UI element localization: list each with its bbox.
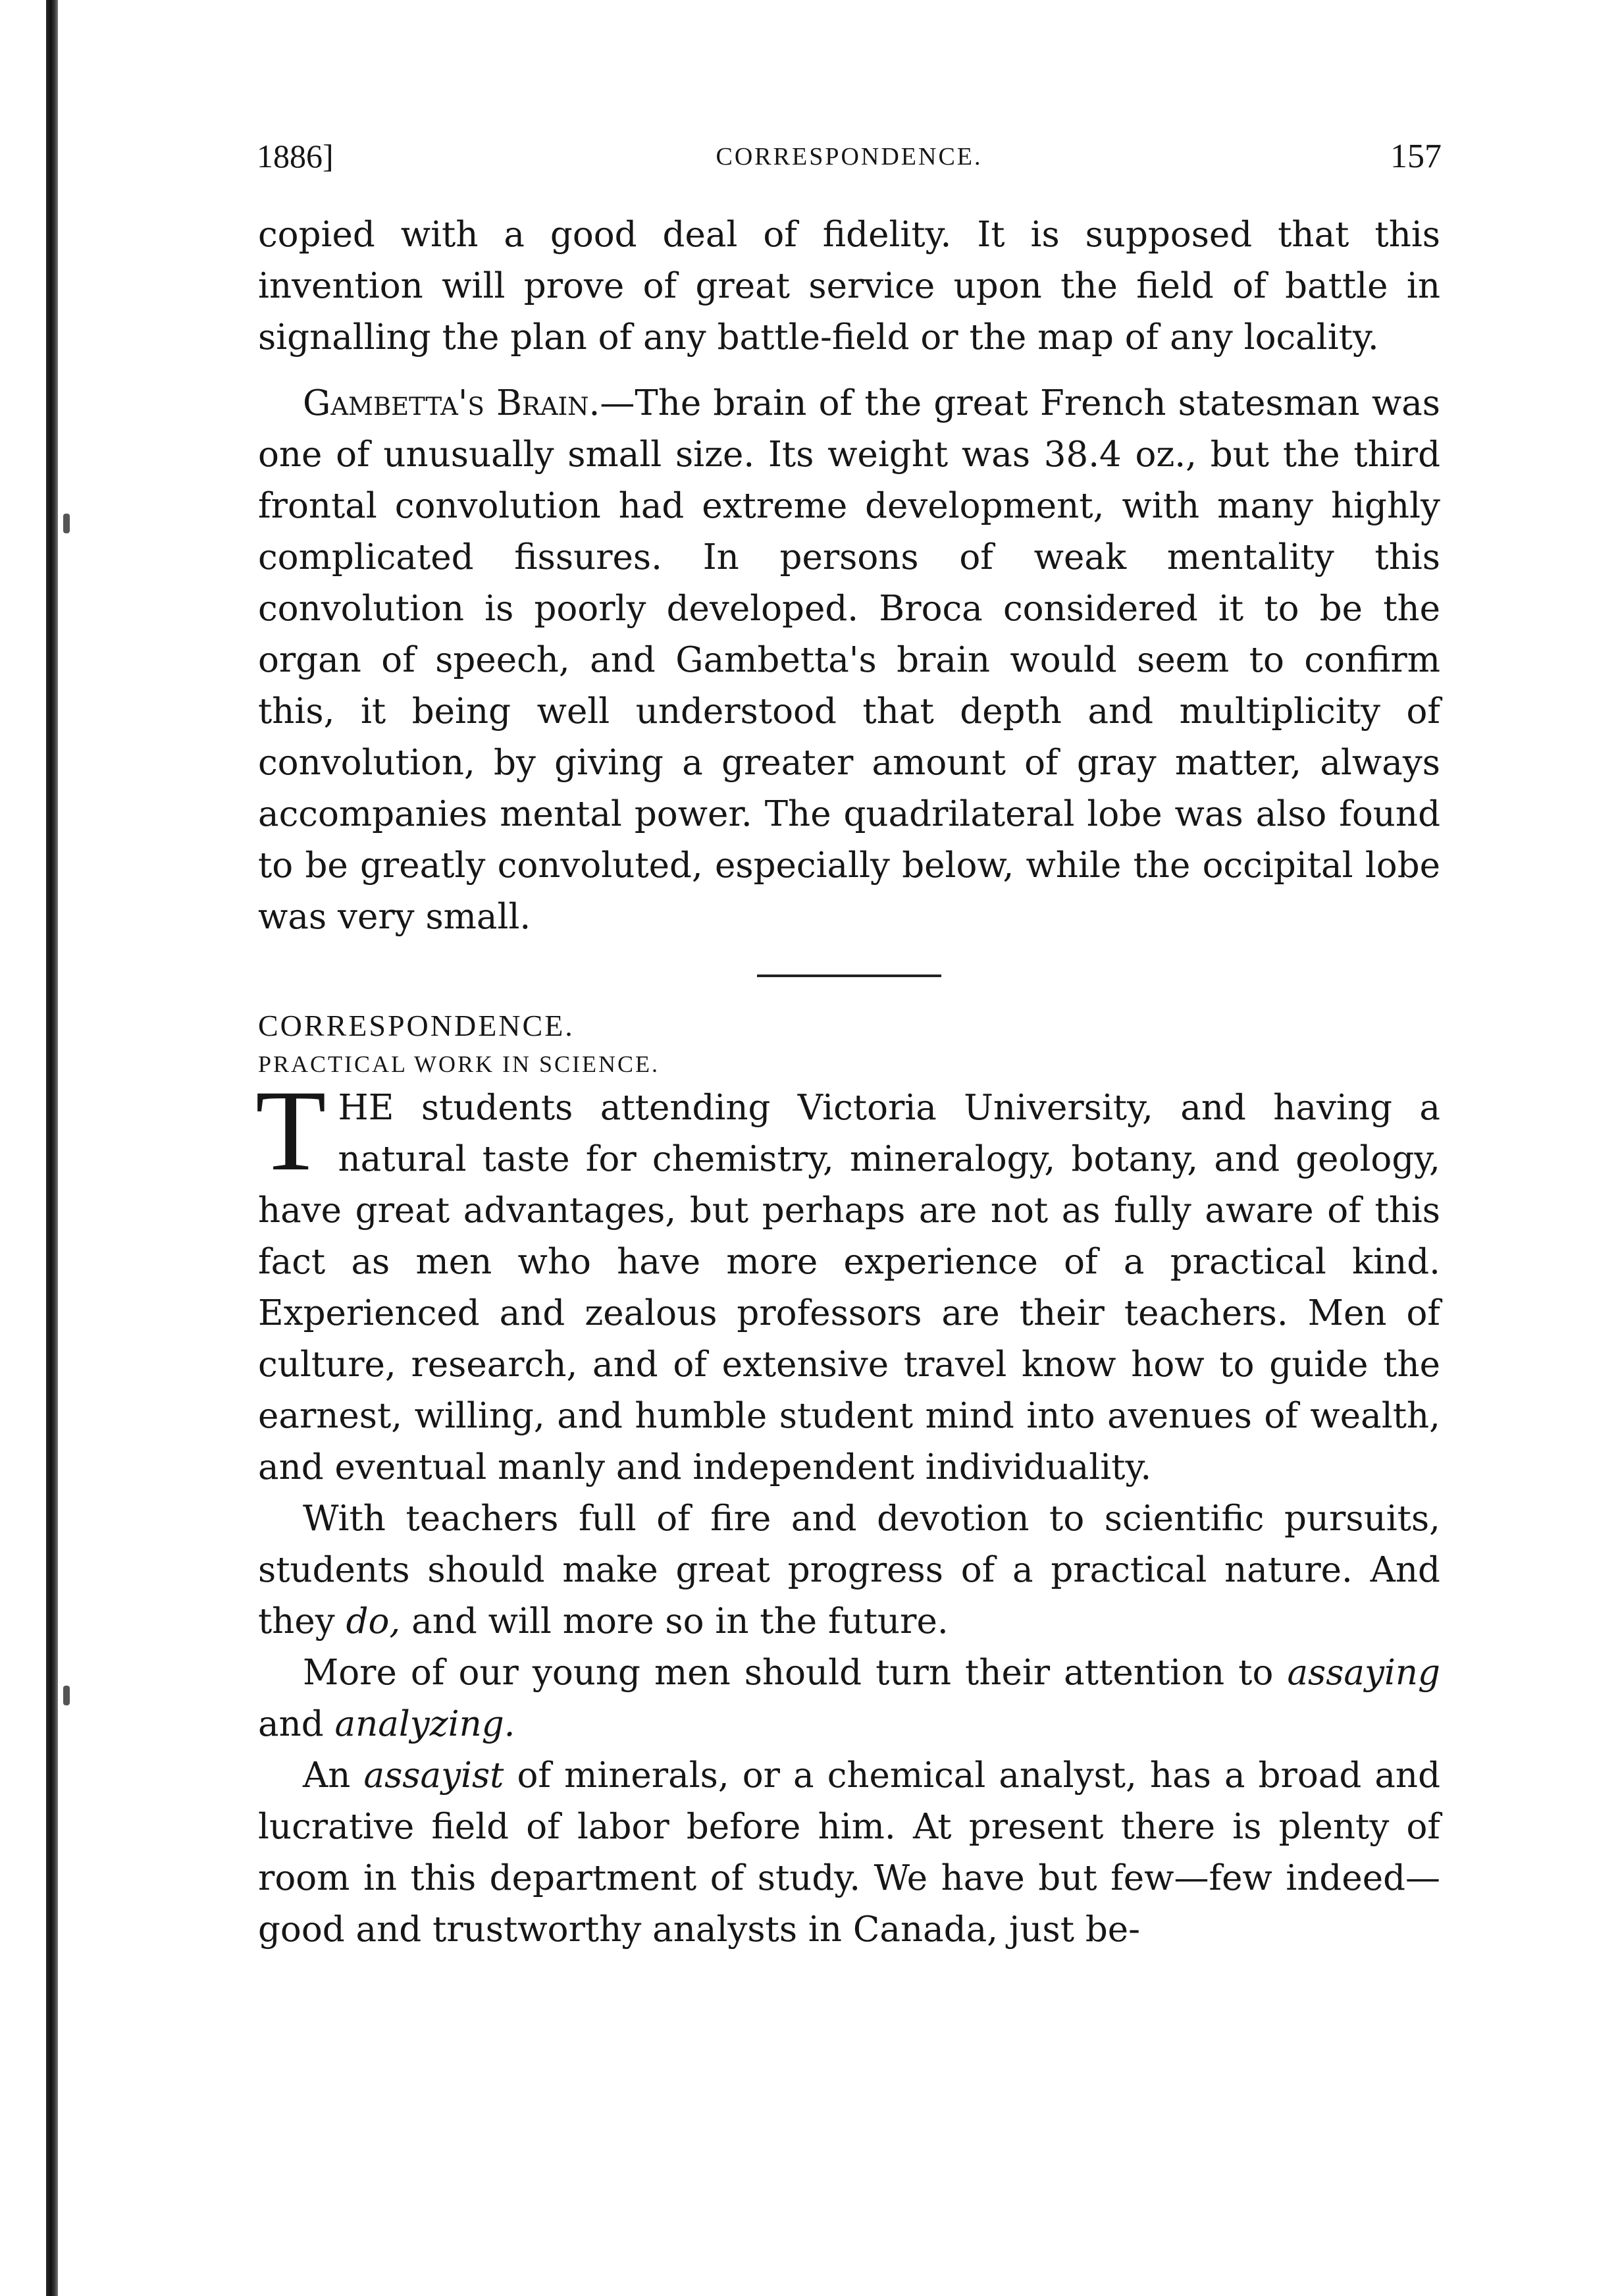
paragraph-4-text-a: An: [303, 1755, 364, 1796]
book-spine-edge: [46, 0, 58, 2296]
article-paragraph-3: [258, 1647, 1440, 1750]
paragraph-3-italic-1: assaying: [1287, 1653, 1440, 1693]
article-subtitle: PRACTICAL WORK IN SCIENCE.: [258, 1051, 660, 1077]
paragraph-3-italic-2: analyzing.: [334, 1704, 515, 1744]
running-head-year: 1886]: [257, 138, 334, 174]
paragraph-4-text-b: of minerals, or a chemical analyst, has a broad and lucrative field of labor before him. At present there is plenty of room in this department of study. We have but few—few indeed—good and trustworthy analysts in Canada, just be-: [258, 1755, 1440, 1950]
running-head-title: CORRESPONDENCE.: [716, 143, 983, 171]
article-paragraph-1-text: HE students attending Victoria University, and having a natural taste for chemistry, mineralogy, botany, and geology, have great advantages, but perhaps are not as fully aware of this fact as men who have more experience of a practical kind. Experienced and zealous professors are their teachers. Men of culture, research, and of extensive travel know how to guide the earnest, willing, and humble student mind into avenues of wealth, and eventual manly and independent individuality.: [258, 1088, 1440, 1487]
paragraph-4-italic: assayist: [363, 1755, 504, 1796]
article-paragraph-4: [258, 1750, 1440, 1956]
article-paragraph-2: [258, 1493, 1440, 1647]
page-body: [255, 209, 1440, 1956]
paragraph-3-text-a: More of our young men should turn their attention to: [303, 1653, 1288, 1693]
gambetta-paragraph: [258, 378, 1440, 943]
section-title: CORRESPONDENCE.: [258, 1009, 575, 1042]
gambetta-heading: Gambetta's Brain.: [303, 383, 600, 423]
paragraph-3-text-b: and: [258, 1704, 335, 1744]
gambetta-text: —The brain of the great French statesman was one of unusually small size. Its weight was 38.4 oz., but the third frontal convolution had extreme development, with many highly complicated fissures. In persons of weak mentality this convolution is poorly developed. Broca considered it to be the organ of speech, and Gambetta's brain would seem to confirm this, it being well understood that depth and multiplicity of convolution, by giving a greater amount of gray matter, always accompanies mental power. The quadrilateral lobe was also found to be greatly convoluted, especially below, while the occipital lobe was very small.: [258, 383, 1440, 937]
paragraph-2-text-a: With teachers full of fire and devotion to scientific pursuits, students should make great progress of a practical nature. And they: [258, 1499, 1440, 1642]
scan-speck: [63, 1686, 70, 1705]
running-head: [257, 137, 1442, 176]
continuation-paragraph: copied with a good deal of fidelity. It is supposed that this invention will prove of great service upon the field of battle in signalling the plan of any battle-field or the map of any locality.: [258, 215, 1440, 358]
paragraph-2-text-b: and will more so in the future.: [400, 1601, 949, 1642]
paragraph-2-italic: do,: [346, 1601, 401, 1642]
scan-speck: [63, 514, 70, 533]
section-divider: [757, 974, 941, 977]
page-number: 157: [1390, 138, 1442, 175]
article-paragraph-1: [255, 1067, 1440, 1493]
drop-cap: T: [255, 1067, 326, 1195]
